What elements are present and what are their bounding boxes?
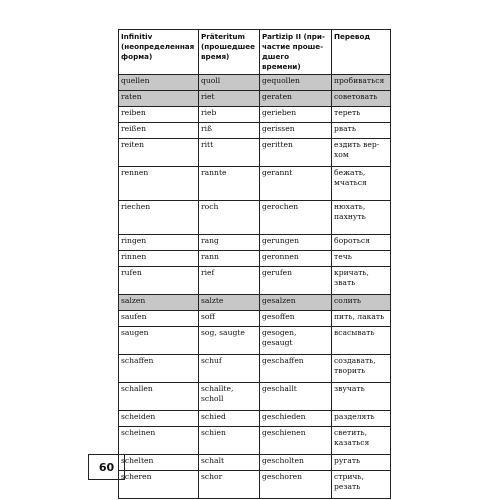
cell-partizip: gerannt [260, 167, 332, 201]
cell-translation: бежать, мчаться [332, 167, 391, 201]
cell-translation: бороться [332, 235, 391, 251]
cell-praeteritum: schor [199, 471, 260, 499]
table-row [119, 139, 391, 167]
cell-praeteritum: ritt [199, 139, 260, 167]
cell-praeteritum: schalt [199, 455, 260, 471]
cell-translation: нюхать, пахнуть [332, 201, 391, 235]
table-row [119, 267, 391, 295]
cell-partizip: geschaffen [260, 355, 332, 383]
cell-praeteritum: rann [199, 251, 260, 267]
cell-praeteritum: rieb [199, 107, 260, 123]
cell-partizip: gerungen [260, 235, 332, 251]
cell-partizip: geschienen [260, 427, 332, 455]
cell-partizip: gesogen, gesaugt [260, 327, 332, 355]
cell-infinitiv: scheiden [119, 411, 199, 427]
cell-praeteritum: schien [199, 427, 260, 455]
cell-infinitiv: scheinen [119, 427, 199, 455]
cell-partizip: gequollen [260, 75, 332, 91]
cell-partizip: gerieben [260, 107, 332, 123]
cell-translation: всасывать [332, 327, 391, 355]
cell-praeteritum: schallte, scholl [199, 383, 260, 411]
cell-translation: кричать, звать [332, 267, 391, 295]
table-row [119, 167, 391, 201]
cell-translation: течь [332, 251, 391, 267]
cell-infinitiv: saugen [119, 327, 199, 355]
table-row [119, 235, 391, 251]
table-row [119, 383, 391, 411]
table-row [119, 295, 391, 311]
header-partizip: Partizip II (при-частие проше-дшего времени) [260, 30, 332, 75]
cell-translation: стричь, резать [332, 471, 391, 499]
header-infinitiv: Infinitiv (неопределенная форма) [119, 30, 199, 75]
cell-infinitiv: rinnen [119, 251, 199, 267]
table-row [119, 411, 391, 427]
table-row [119, 427, 391, 455]
cell-translation: солить [332, 295, 391, 311]
cell-partizip: gerufen [260, 267, 332, 295]
cell-partizip: geschieden [260, 411, 332, 427]
table-row [119, 311, 391, 327]
cell-translation: пить, лакать [332, 311, 391, 327]
table-row [119, 107, 391, 123]
cell-infinitiv: schelten [119, 455, 199, 471]
cell-infinitiv: scheren [119, 471, 199, 499]
cell-translation: тереть [332, 107, 391, 123]
cell-praeteritum: rief [199, 267, 260, 295]
cell-praeteritum: soff [199, 311, 260, 327]
irregular-verbs-table [118, 29, 391, 499]
cell-infinitiv: reiten [119, 139, 199, 167]
table-row [119, 91, 391, 107]
cell-infinitiv: rennen [119, 167, 199, 201]
cell-translation: светить, казаться [332, 427, 391, 455]
table-row [119, 355, 391, 383]
table-body [119, 75, 391, 499]
cell-infinitiv: ringen [119, 235, 199, 251]
cell-infinitiv: salzen [119, 295, 199, 311]
cell-infinitiv: saufen [119, 311, 199, 327]
cell-praeteritum: schuf [199, 355, 260, 383]
cell-infinitiv: schaffen [119, 355, 199, 383]
cell-translation: ругать [332, 455, 391, 471]
cell-translation: советовать [332, 91, 391, 107]
cell-translation: пробиваться [332, 75, 391, 91]
table-row [119, 201, 391, 235]
cell-praeteritum: schied [199, 411, 260, 427]
cell-praeteritum: quoll [199, 75, 260, 91]
table-row [119, 123, 391, 139]
table-row [119, 327, 391, 355]
cell-infinitiv: raten [119, 91, 199, 107]
cell-partizip: geschallt [260, 383, 332, 411]
table-row [119, 75, 391, 91]
cell-infinitiv: reiben [119, 107, 199, 123]
cell-infinitiv: riechen [119, 201, 199, 235]
cell-partizip: gescholten [260, 455, 332, 471]
cell-praeteritum: rannte [199, 167, 260, 201]
cell-translation: ездить вер- хом [332, 139, 391, 167]
cell-praeteritum: riet [199, 91, 260, 107]
cell-partizip: gerissen [260, 123, 332, 139]
cell-infinitiv: rufen [119, 267, 199, 295]
cell-translation: рвать [332, 123, 391, 139]
cell-partizip: geritten [260, 139, 332, 167]
cell-infinitiv: schallen [119, 383, 199, 411]
cell-praeteritum: roch [199, 201, 260, 235]
cell-infinitiv: quellen [119, 75, 199, 91]
header-translation: Перевод [332, 30, 391, 75]
page-number-box [88, 454, 125, 480]
table-row [119, 251, 391, 267]
table-header-row [119, 30, 391, 75]
cell-infinitiv: reißen [119, 123, 199, 139]
cell-partizip: gesoffen [260, 311, 332, 327]
table-row [119, 455, 391, 471]
table-row [119, 471, 391, 499]
page-number: 60 [98, 460, 115, 474]
cell-praeteritum: salzte [199, 295, 260, 311]
cell-partizip: geronnen [260, 251, 332, 267]
cell-praeteritum: sog, saugte [199, 327, 260, 355]
cell-praeteritum: rang [199, 235, 260, 251]
cell-partizip: geschoren [260, 471, 332, 499]
cell-partizip: gerochen [260, 201, 332, 235]
cell-praeteritum: riß [199, 123, 260, 139]
cell-translation: звучать [332, 383, 391, 411]
cell-translation: разделять [332, 411, 391, 427]
cell-translation: создавать, творить [332, 355, 391, 383]
cell-partizip: gesalzen [260, 295, 332, 311]
header-praeteritum: Präteritum (прошедшее время) [199, 30, 260, 75]
cell-partizip: geraten [260, 91, 332, 107]
